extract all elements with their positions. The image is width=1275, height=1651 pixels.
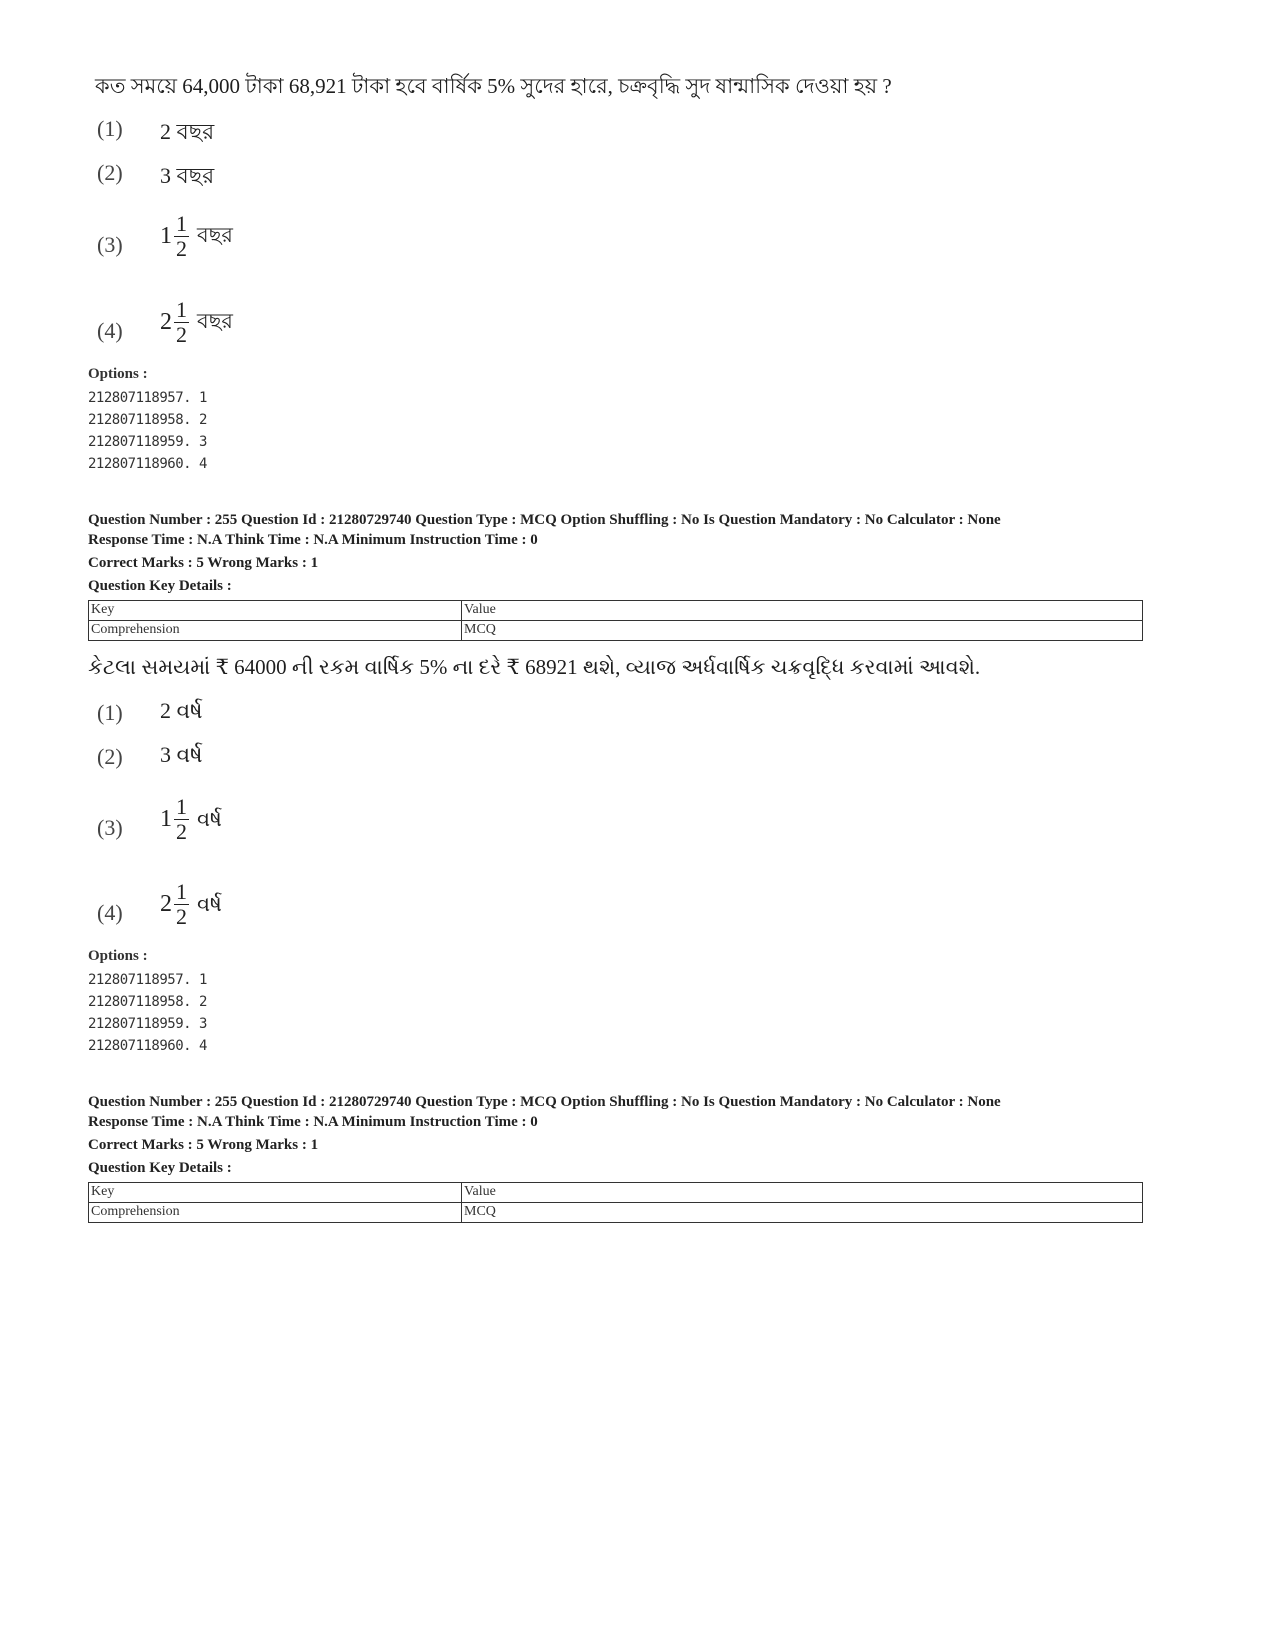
options-heading: Options :	[88, 366, 148, 382]
key-table	[88, 600, 1143, 641]
option-id: 212807118959. 3	[88, 434, 207, 450]
option-id: 212807118959. 3	[88, 1016, 207, 1032]
question-meta-line: Question Number : 255 Question Id : 21280729740 Question Type : MCQ Option Shuffling : No Is Question Mandatory : No Calculator : None	[88, 512, 1001, 528]
fraction-denominator: 2	[176, 904, 187, 929]
table-row	[89, 621, 1143, 641]
fraction-whole: 2	[160, 891, 172, 917]
option-label: (3)	[97, 815, 123, 840]
table-row	[89, 1183, 1143, 1203]
table-cell-key: Comprehension	[89, 621, 462, 641]
fraction-numerator: 1	[176, 879, 187, 904]
option-text: 2 વર્ષ	[160, 698, 203, 723]
option-fraction	[160, 795, 222, 844]
option-text: 3 વર્ષ	[160, 742, 203, 767]
question-meta-line: Response Time : N.A Think Time : N.A Minimum Instruction Time : 0	[88, 1114, 538, 1130]
fraction-unit: વર્ષ	[197, 807, 222, 831]
option-text: 3 বছর	[160, 163, 215, 188]
option-label: (4)	[97, 900, 123, 925]
option-id: 212807118960. 4	[88, 1038, 207, 1054]
fraction-denominator: 2	[176, 322, 187, 347]
option-fraction	[160, 880, 222, 929]
question-text: কত সময়ে 64,000 টাকা 68,921 টাকা হবে বার্ষিক 5% সুদের হারে, চক্রবৃদ্ধি সুদ ষান্মাসিক দেওয়া হয় ?	[95, 74, 892, 98]
option-fraction	[160, 298, 233, 347]
table-header-value: Value	[462, 601, 1143, 621]
option-label: (3)	[97, 232, 123, 257]
fraction-unit: বছর	[197, 309, 233, 333]
marks-line: Correct Marks : 5 Wrong Marks : 1	[88, 555, 319, 571]
key-details-heading: Question Key Details :	[88, 1160, 232, 1176]
question-meta-line: Question Number : 255 Question Id : 21280729740 Question Type : MCQ Option Shuffling : No Is Question Mandatory : No Calculator : None	[88, 1094, 1001, 1110]
option-label: (2)	[97, 160, 123, 185]
key-details-heading: Question Key Details :	[88, 578, 232, 594]
option-id: 212807118957. 1	[88, 390, 207, 406]
option-id: 212807118958. 2	[88, 994, 207, 1010]
table-cell-key: Comprehension	[89, 1203, 462, 1223]
fraction-unit: বছর	[197, 223, 233, 247]
fraction-numerator: 1	[176, 794, 187, 819]
option-label: (4)	[97, 318, 123, 343]
table-header-key: Key	[89, 1183, 462, 1203]
option-label: (2)	[97, 744, 123, 769]
option-id: 212807118960. 4	[88, 456, 207, 472]
option-label: (1)	[97, 116, 123, 141]
table-cell-value: MCQ	[462, 1203, 1143, 1223]
option-id: 212807118958. 2	[88, 412, 207, 428]
question-meta-line: Response Time : N.A Think Time : N.A Minimum Instruction Time : 0	[88, 532, 538, 548]
question-text: કેટલા સમયમાં ₹ 64000 ની રકમ વાર્ષિક 5% ના દરે ₹ 68921 થશે, વ્યાજ અર્ધવાર્ષિક ચક્રવૃદ્ધિ કરવામાં આવશે.	[88, 655, 981, 679]
options-heading: Options :	[88, 948, 148, 964]
fraction-denominator: 2	[176, 236, 187, 261]
fraction-numerator: 1	[176, 211, 187, 236]
fraction-whole: 1	[160, 223, 172, 249]
option-id: 212807118957. 1	[88, 972, 207, 988]
table-row	[89, 1203, 1143, 1223]
table-row	[89, 601, 1143, 621]
fraction-numerator: 1	[176, 297, 187, 322]
table-cell-value: MCQ	[462, 621, 1143, 641]
fraction-whole: 2	[160, 309, 172, 335]
fraction-unit: વર્ષ	[197, 892, 222, 916]
option-fraction	[160, 212, 233, 261]
fraction-denominator: 2	[176, 819, 187, 844]
table-header-value: Value	[462, 1183, 1143, 1203]
key-table	[88, 1182, 1143, 1223]
marks-line: Correct Marks : 5 Wrong Marks : 1	[88, 1137, 319, 1153]
option-text: 2 বছর	[160, 119, 215, 144]
fraction-whole: 1	[160, 806, 172, 832]
table-header-key: Key	[89, 601, 462, 621]
option-label: (1)	[97, 700, 123, 725]
